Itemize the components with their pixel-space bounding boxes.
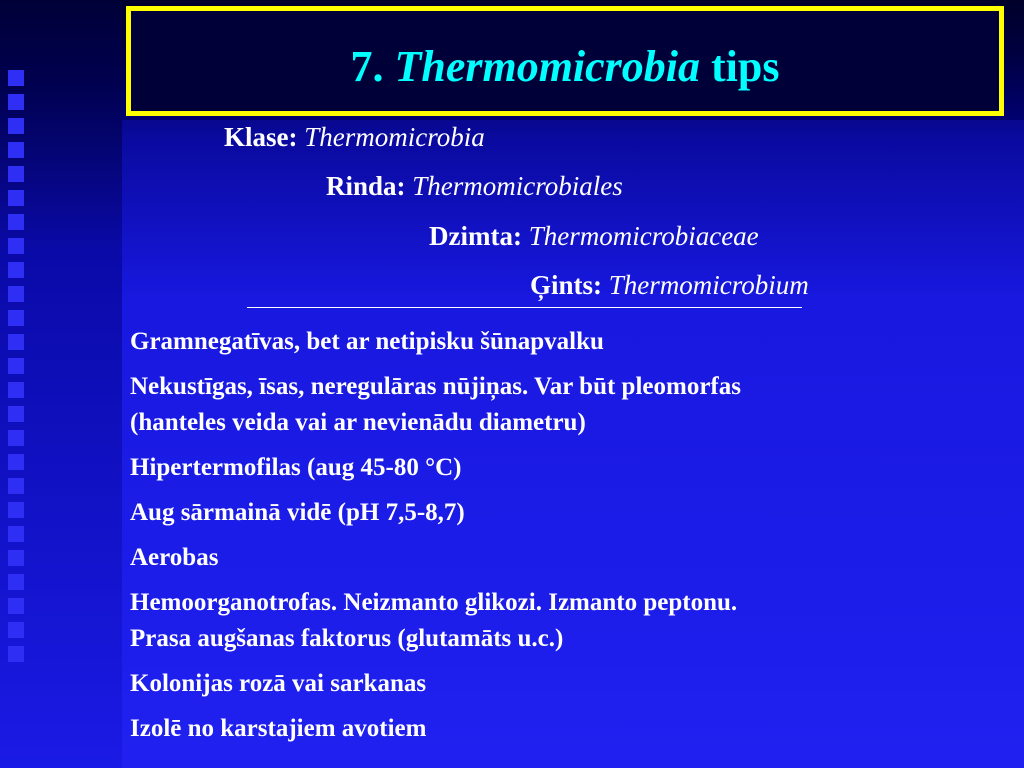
fact-item xyxy=(130,369,1010,441)
title-taxon: Thermomicrobia xyxy=(394,42,701,91)
slide-title xyxy=(131,11,999,123)
taxonomy-genus xyxy=(530,270,809,301)
decorative-square xyxy=(8,190,24,206)
taxonomy-value: Thermomicrobiales xyxy=(412,171,623,201)
fact-line: Kolonijas rozā vai sarkanas xyxy=(130,670,427,697)
taxonomy-label: Ģints: xyxy=(530,270,603,300)
decorative-square xyxy=(8,166,24,182)
fact-line: Aerobas xyxy=(130,544,219,571)
decorative-square xyxy=(8,334,24,350)
decorative-square xyxy=(8,118,24,134)
left-decorative-strip xyxy=(0,0,122,768)
fact-item xyxy=(130,666,1010,702)
title-number: 7. xyxy=(350,42,384,91)
decorative-square xyxy=(8,550,24,566)
fact-line: Nekustīgas, īsas, neregulāras nūjiņas. Var būt pleomorfas xyxy=(130,373,741,400)
decorative-square xyxy=(8,622,24,638)
decorative-square xyxy=(8,430,24,446)
decorative-square xyxy=(8,598,24,614)
decorative-square xyxy=(8,310,24,326)
decorative-square xyxy=(8,406,24,422)
decorative-square xyxy=(8,526,24,542)
fact-line: Izolē no karstajiem avotiem xyxy=(130,715,427,742)
decorative-square xyxy=(8,454,24,470)
decorative-square xyxy=(8,262,24,278)
decorative-square xyxy=(8,502,24,518)
fact-item xyxy=(130,585,1010,657)
taxonomy-divider xyxy=(247,307,802,308)
decorative-square xyxy=(8,382,24,398)
decorative-square xyxy=(8,70,24,86)
fact-line: Hemoorganotrofas. Neizmanto glikozi. Izmanto peptonu. xyxy=(130,589,738,616)
fact-line: Aug sārmainā vidē (pH 7,5-8,7) xyxy=(130,499,465,526)
fact-line: Hipertermofilas (aug 45-80 °C) xyxy=(130,454,462,481)
decorative-square xyxy=(8,142,24,158)
decorative-square xyxy=(8,574,24,590)
fact-line: (hanteles veida vai ar nevienādu diametru) xyxy=(130,409,586,436)
decorative-squares xyxy=(8,70,26,710)
decorative-square xyxy=(8,286,24,302)
taxonomy-family xyxy=(429,221,759,252)
taxonomy-class xyxy=(224,122,485,153)
fact-line: Gramnegatīvas, bet ar netipisku šūnapvalku xyxy=(130,328,604,355)
decorative-square xyxy=(8,94,24,110)
fact-item xyxy=(130,324,1010,360)
decorative-square xyxy=(8,238,24,254)
facts-list xyxy=(130,324,1010,756)
title-suffix: tips xyxy=(711,42,780,91)
decorative-square xyxy=(8,478,24,494)
decorative-square xyxy=(8,214,24,230)
taxonomy-label: Dzimta: xyxy=(429,221,522,251)
decorative-square xyxy=(8,646,24,662)
taxonomy-value: Thermomicrobia xyxy=(304,122,485,152)
fact-item xyxy=(130,495,1010,531)
taxonomy-label: Rinda: xyxy=(326,171,406,201)
fact-item xyxy=(130,711,1010,747)
taxonomy-order xyxy=(326,171,623,202)
fact-item xyxy=(130,540,1010,576)
title-box xyxy=(126,6,1004,116)
taxonomy-value: Thermomicrobiaceae xyxy=(528,221,759,251)
decorative-square xyxy=(8,358,24,374)
fact-item xyxy=(130,450,1010,486)
taxonomy-value: Thermomicrobium xyxy=(608,270,809,300)
taxonomy-label: Klase: xyxy=(224,122,298,152)
fact-line: Prasa augšanas faktorus (glutamāts u.c.) xyxy=(130,625,564,652)
